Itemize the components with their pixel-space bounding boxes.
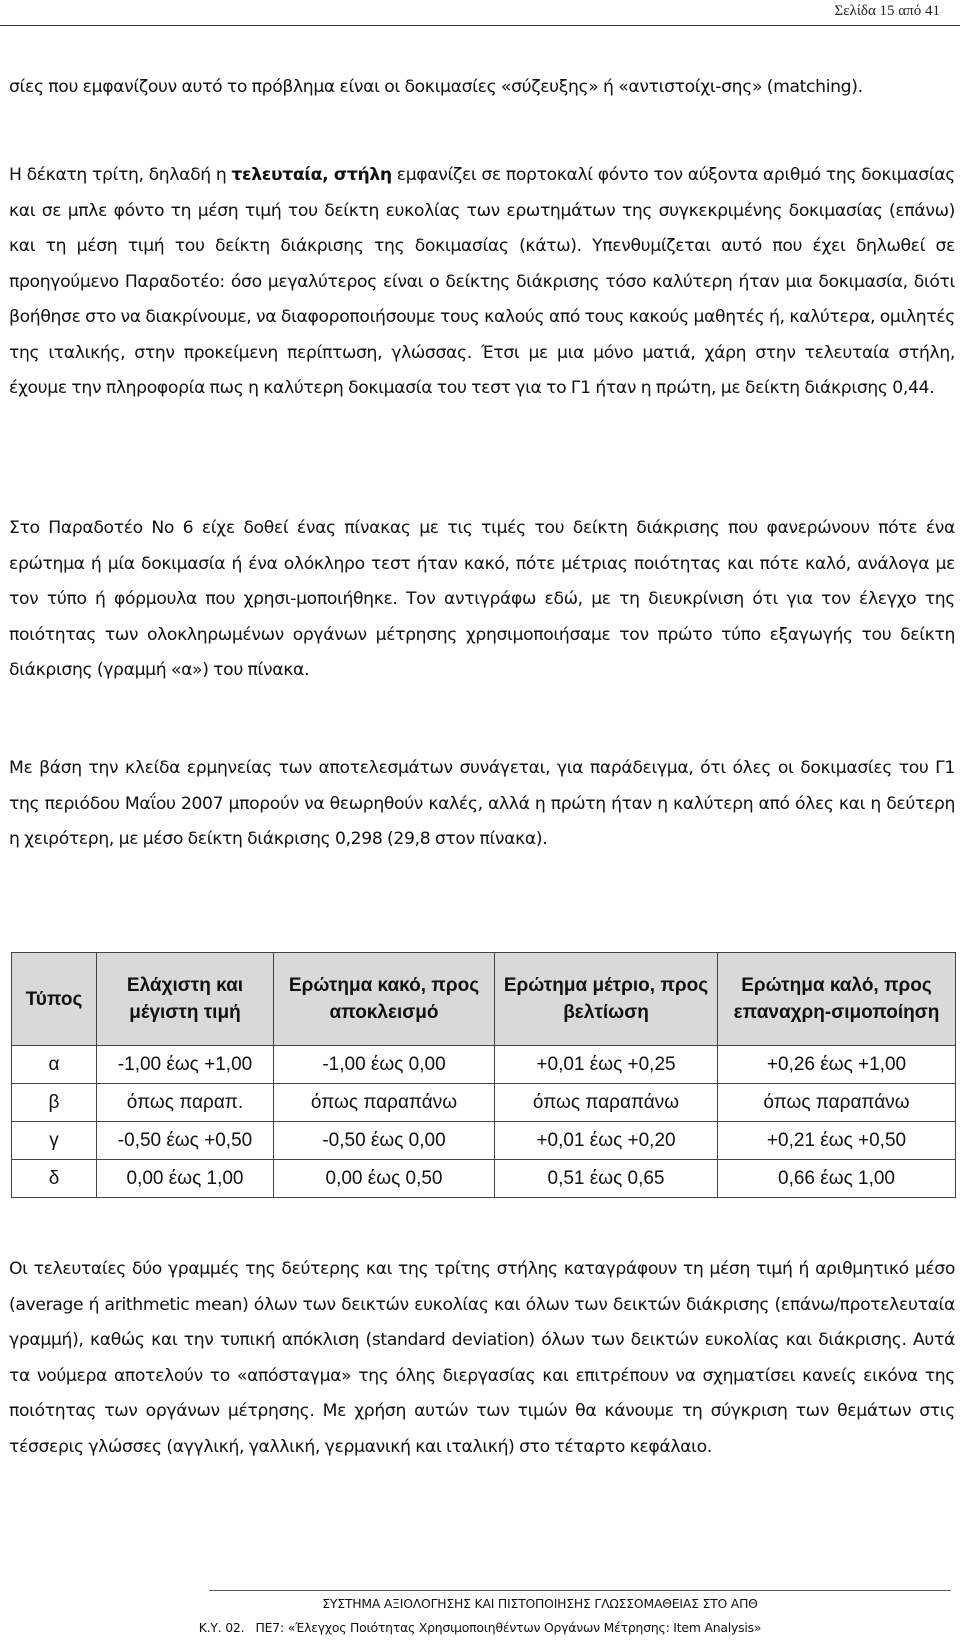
cell-good: 0,66 έως 1,00 (718, 1160, 956, 1198)
table-row (12, 1046, 956, 1084)
paragraph-2-bold: τελευταία, στήλη (231, 165, 392, 185)
footer-system-title: ΣΥΣΤΗΜΑ ΑΞΙΟΛΟΓΗΣΗΣ ΚΑΙ ΠΙΣΤΟΠΟΙΗΣΗΣ ΓΛΩΣΣΟΜΑΘΕΙΑΣ ΣΤΟ ΑΠΘ (322, 1596, 758, 1611)
cell-bad: -0,50 έως 0,00 (274, 1122, 495, 1160)
table-row (12, 1160, 956, 1198)
cell-medium: +0,01 έως +0,20 (495, 1122, 718, 1160)
discrimination-index-table (11, 952, 956, 1198)
header-medium: Ερώτημα μέτριο, προς βελτίωση (495, 953, 718, 1046)
page-number-header: Σελίδα 15 από 41 (834, 3, 940, 19)
cell-range: -0,50 έως +0,50 (97, 1122, 274, 1160)
table-row (12, 1084, 956, 1122)
cell-range: -1,00 έως +1,00 (97, 1046, 274, 1084)
paragraph-2-start: Η δέκατη τρίτη, δηλαδή η (9, 165, 232, 185)
cell-good: +0,26 έως +1,00 (718, 1046, 956, 1084)
paragraph-2-rest: εμφανίζει σε πορτοκαλί φόντο τον αύξοντα αριθμό της δοκιμασίας και σε μπλε φόντο τη μέση τιμή του δείκτη ευκολίας των ερωτημάτων της συγκεκριμένης δοκιμασίας (επάνω) και τη μέση τιμή του δείκτη διάκρισης της δοκιμασίας (κάτω). Υπενθυμίζεται αυτό που έχει δηλωθεί σε προηγούμενο Παραδοτέο: όσο μεγαλύτερος είναι ο δείκτης διάκρισης τόσο καλύτερη ήταν μια δοκιμασία, διότι βοήθησε στο να διακρίνουμε, να διαφοροποιήσουμε τους καλούς από τους κακούς μαθητές ή, καλύτερα, ομιλητές της ιταλικής, στην προκείμενη περίπτωση, γλώσσας. Έτσι με μια μόνο ματιά, χάρη στην τελευταία στήλη, έχουμε την πληροφορία πως η καλύτερη δοκιμασία του τεστ για το Γ1 ήταν η πρώτη, με δείκτη διάκρισης 0,44. (9, 165, 955, 398)
cell-bad: -1,00 έως 0,00 (274, 1046, 495, 1084)
cell-type: α (12, 1046, 97, 1084)
cell-medium: 0,51 έως 0,65 (495, 1160, 718, 1198)
cell-good: +0,21 έως +0,50 (718, 1122, 956, 1160)
footer-deliverable-title: Κ.Υ. 02. ΠΕ7: «Έλεγχος Ποιότητας Χρησιμοποιηθέντων Οργάνων Μέτρησης: Item Analysis» (198, 1620, 762, 1635)
cell-range: 0,00 έως 1,00 (97, 1160, 274, 1198)
cell-bad: όπως παραπάνω (274, 1084, 495, 1122)
header-good: Ερώτημα καλό, προς επαναχρη-σιμοποίηση (718, 953, 956, 1046)
cell-good: όπως παραπάνω (718, 1084, 956, 1122)
cell-medium: +0,01 έως +0,25 (495, 1046, 718, 1084)
cell-range: όπως παραπ. (97, 1084, 274, 1122)
footer-divider (209, 1590, 951, 1591)
header-divider (0, 25, 960, 26)
paragraph-5: Οι τελευταίες δύο γραμμές της δεύτερης και της τρίτης στήλης καταγράφουν τη μέση τιμή ή αριθμητικό μέσο (average ή arithmetic mean) όλων των δεικτών ευκολίας και όλων των δεικτών διάκρισης (επάνω/προτελευταία γραμμή), καθώς και την τυπική απόκλιση (standard deviation) όλων των δεικτών ευκολίας και διάκρισης. Αυτά τα νούμερα αποτελούν το «απόσταγμα» της όλης διεργασίας και επιτρέπουν να σχηματίσει κανείς εικόνα της ποιότητας των οργάνων μέτρησης. Με χρήση αυτών των τιμών θα κάνουμε τη σύγκριση των θεμάτων στις τέσσερις γλώσσες (αγγλική, γαλλική, γερμανική και ιταλική) στο τέταρτο κεφάλαιο. (9, 1259, 955, 1457)
paragraph-4: Με βάση την κλείδα ερμηνείας των αποτελεσμάτων συνάγεται, για παράδειγμα, ότι όλες οι δοκιμασίες του Γ1 της περιόδου Μαΐου 2007 μπορούν να θεωρηθούν καλές, αλλά η πρώτη ήταν η καλύτερη από όλες και η δεύτερη η χειρότερη, με μέσο δείκτη διάκρισης 0,298 (29,8 στον πίνακα). (9, 758, 955, 849)
header-range: Ελάχιστη και μέγιστη τιμή (97, 953, 274, 1046)
cell-type: γ (12, 1122, 97, 1160)
cell-type: δ (12, 1160, 97, 1198)
table-row (12, 1122, 956, 1160)
header-type: Τύπος (12, 953, 97, 1046)
cell-bad: 0,00 έως 0,50 (274, 1160, 495, 1198)
table-header-row (12, 953, 956, 1046)
paragraph-1: σίες που εμφανίζουν αυτό το πρόβλημα είναι οι δοκιμασίες «σύζευξης» ή «αντιστοίχι-σης» (matching). (9, 77, 863, 97)
paragraph-2 (9, 158, 955, 407)
cell-medium: όπως παραπάνω (495, 1084, 718, 1122)
header-bad: Ερώτημα κακό, προς αποκλεισμό (274, 953, 495, 1046)
paragraph-3: Στο Παραδοτέο Νο 6 είχε δοθεί ένας πίνακας με τις τιμές του δείκτη διάκρισης που φανερώνουν πότε ένα ερώτημα ή μία δοκιμασία ή ένα ολόκληρο τεστ ήταν κακό, πότε μέτριας ποιότητας και πότε καλό, ανάλογα με τον τύπο ή φόρμουλα που χρησι-μοποιήθηκε. Τον αντιγράφω εδώ, με τη διευκρίνιση ότι για τον έλεγχο της ποιότητας των ολοκληρωμένων οργάνων μέτρησης χρησιμοποιήσαμε τον πρώτο τύπο εξαγωγής του δείκτη διάκρισης (γραμμή «α») του πίνακα. (9, 518, 955, 680)
cell-type: β (12, 1084, 97, 1122)
